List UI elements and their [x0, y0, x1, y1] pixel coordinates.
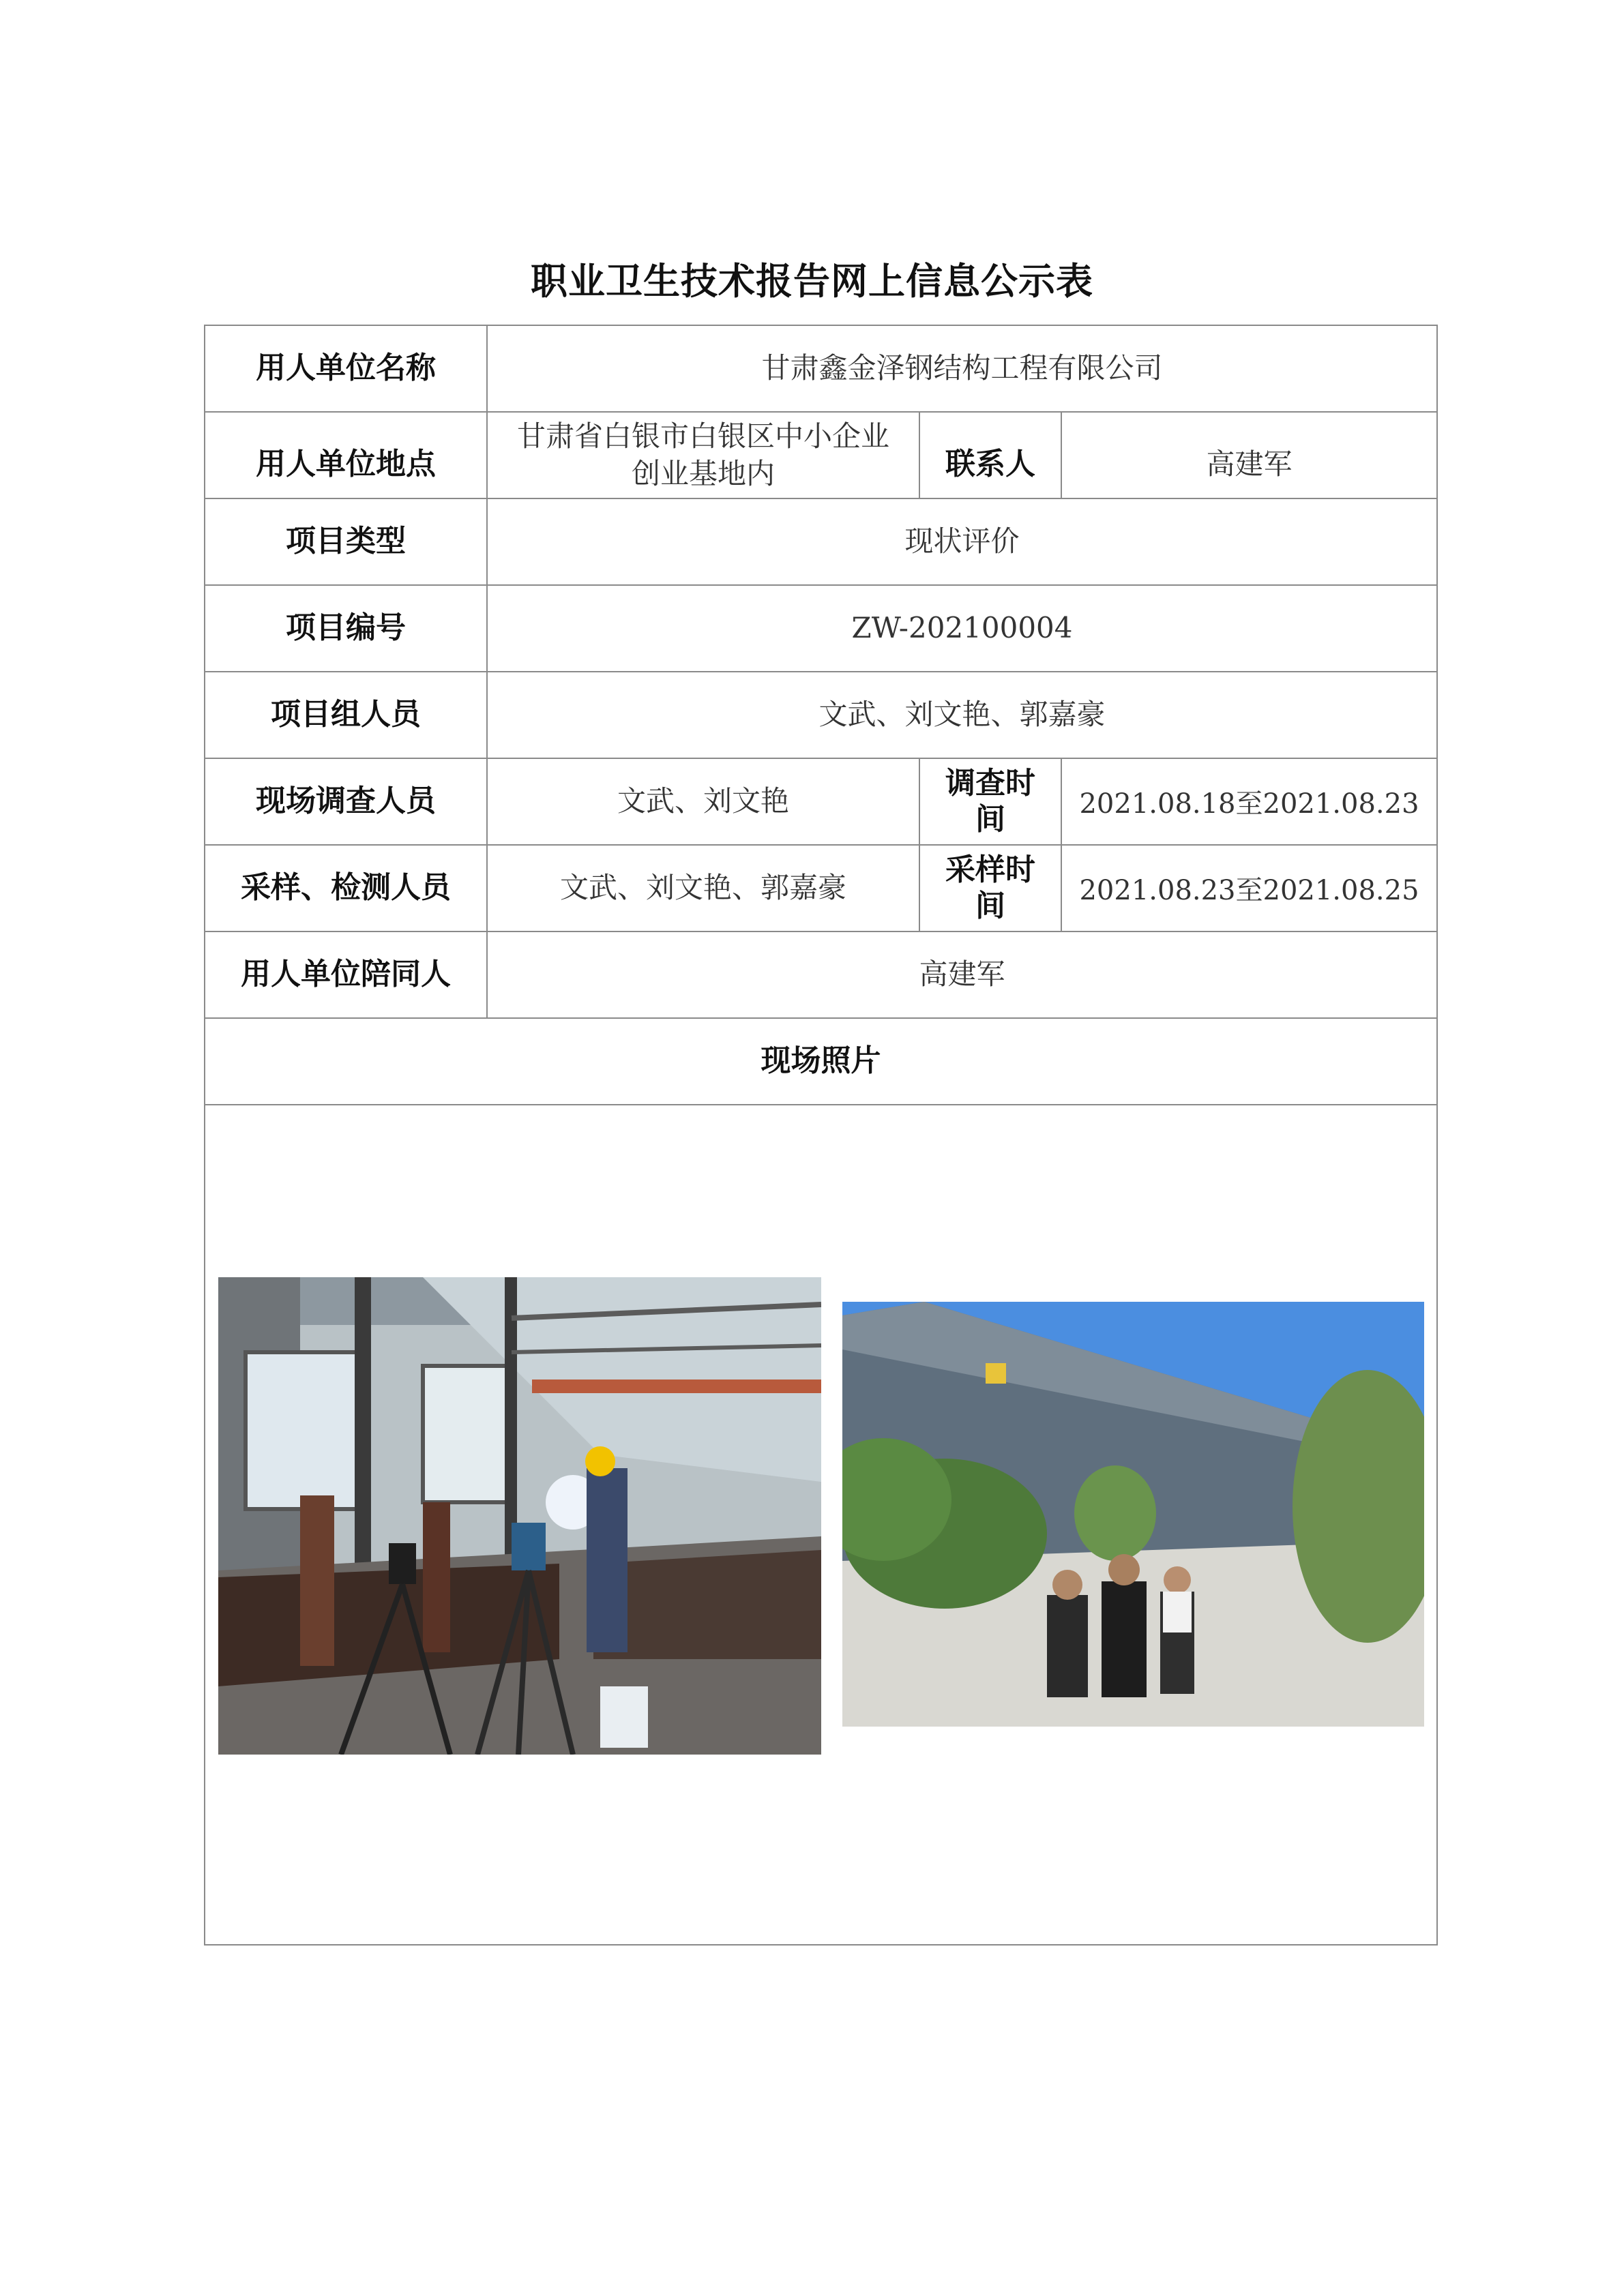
row-project-type: [205, 498, 1437, 585]
employer-address-label: 用人单位地点: [205, 412, 487, 498]
survey-staff-value: 文武、刘文艳: [487, 758, 919, 845]
survey-time-label: 调查时间: [919, 758, 1061, 845]
sampling-time-label: 采样时间: [919, 845, 1061, 931]
sampling-staff-label: 采样、检测人员: [205, 845, 487, 931]
escort-value: 高建军: [487, 931, 1437, 1018]
contact-value: 高建军: [1061, 412, 1437, 498]
row-employer-name: [205, 325, 1437, 412]
project-team-label: 项目组人员: [205, 672, 487, 758]
project-number-value: ZW-202100004: [487, 585, 1437, 672]
project-type-value: 现状评价: [487, 498, 1437, 585]
photos-header: 现场照片: [205, 1018, 1437, 1105]
employer-address-value: 甘肃省白银市白银区中小企业创业基地内: [487, 412, 919, 498]
row-project-team: [205, 672, 1437, 758]
row-survey: [205, 758, 1437, 845]
project-type-label: 项目类型: [205, 498, 487, 585]
employer-name-value: 甘肃鑫金泽钢结构工程有限公司: [487, 325, 1437, 412]
project-team-value: 文武、刘文艳、郭嘉豪: [487, 672, 1437, 758]
survey-staff-label: 现场调查人员: [205, 758, 487, 845]
sampling-staff-value: 文武、刘文艳、郭嘉豪: [487, 845, 919, 931]
escort-label: 用人单位陪同人: [205, 931, 487, 1018]
row-sampling: [205, 845, 1437, 931]
sampling-time-value: 2021.08.23至2021.08.25: [1061, 845, 1437, 931]
workshop-photo: [218, 1277, 821, 1755]
row-escort: [205, 931, 1437, 1018]
employer-name-label: 用人单位名称: [205, 325, 487, 412]
factory-exterior-photo: [842, 1302, 1424, 1727]
contact-label: 联系人: [919, 412, 1061, 498]
project-number-label: 项目编号: [205, 585, 487, 672]
row-employer-address: [205, 412, 1437, 498]
row-photos-header: [205, 1018, 1437, 1105]
row-project-number: [205, 585, 1437, 672]
survey-time-value: 2021.08.18至2021.08.23: [1061, 758, 1437, 845]
page-title: 职业卫生技术报告网上信息公示表: [531, 260, 1093, 303]
